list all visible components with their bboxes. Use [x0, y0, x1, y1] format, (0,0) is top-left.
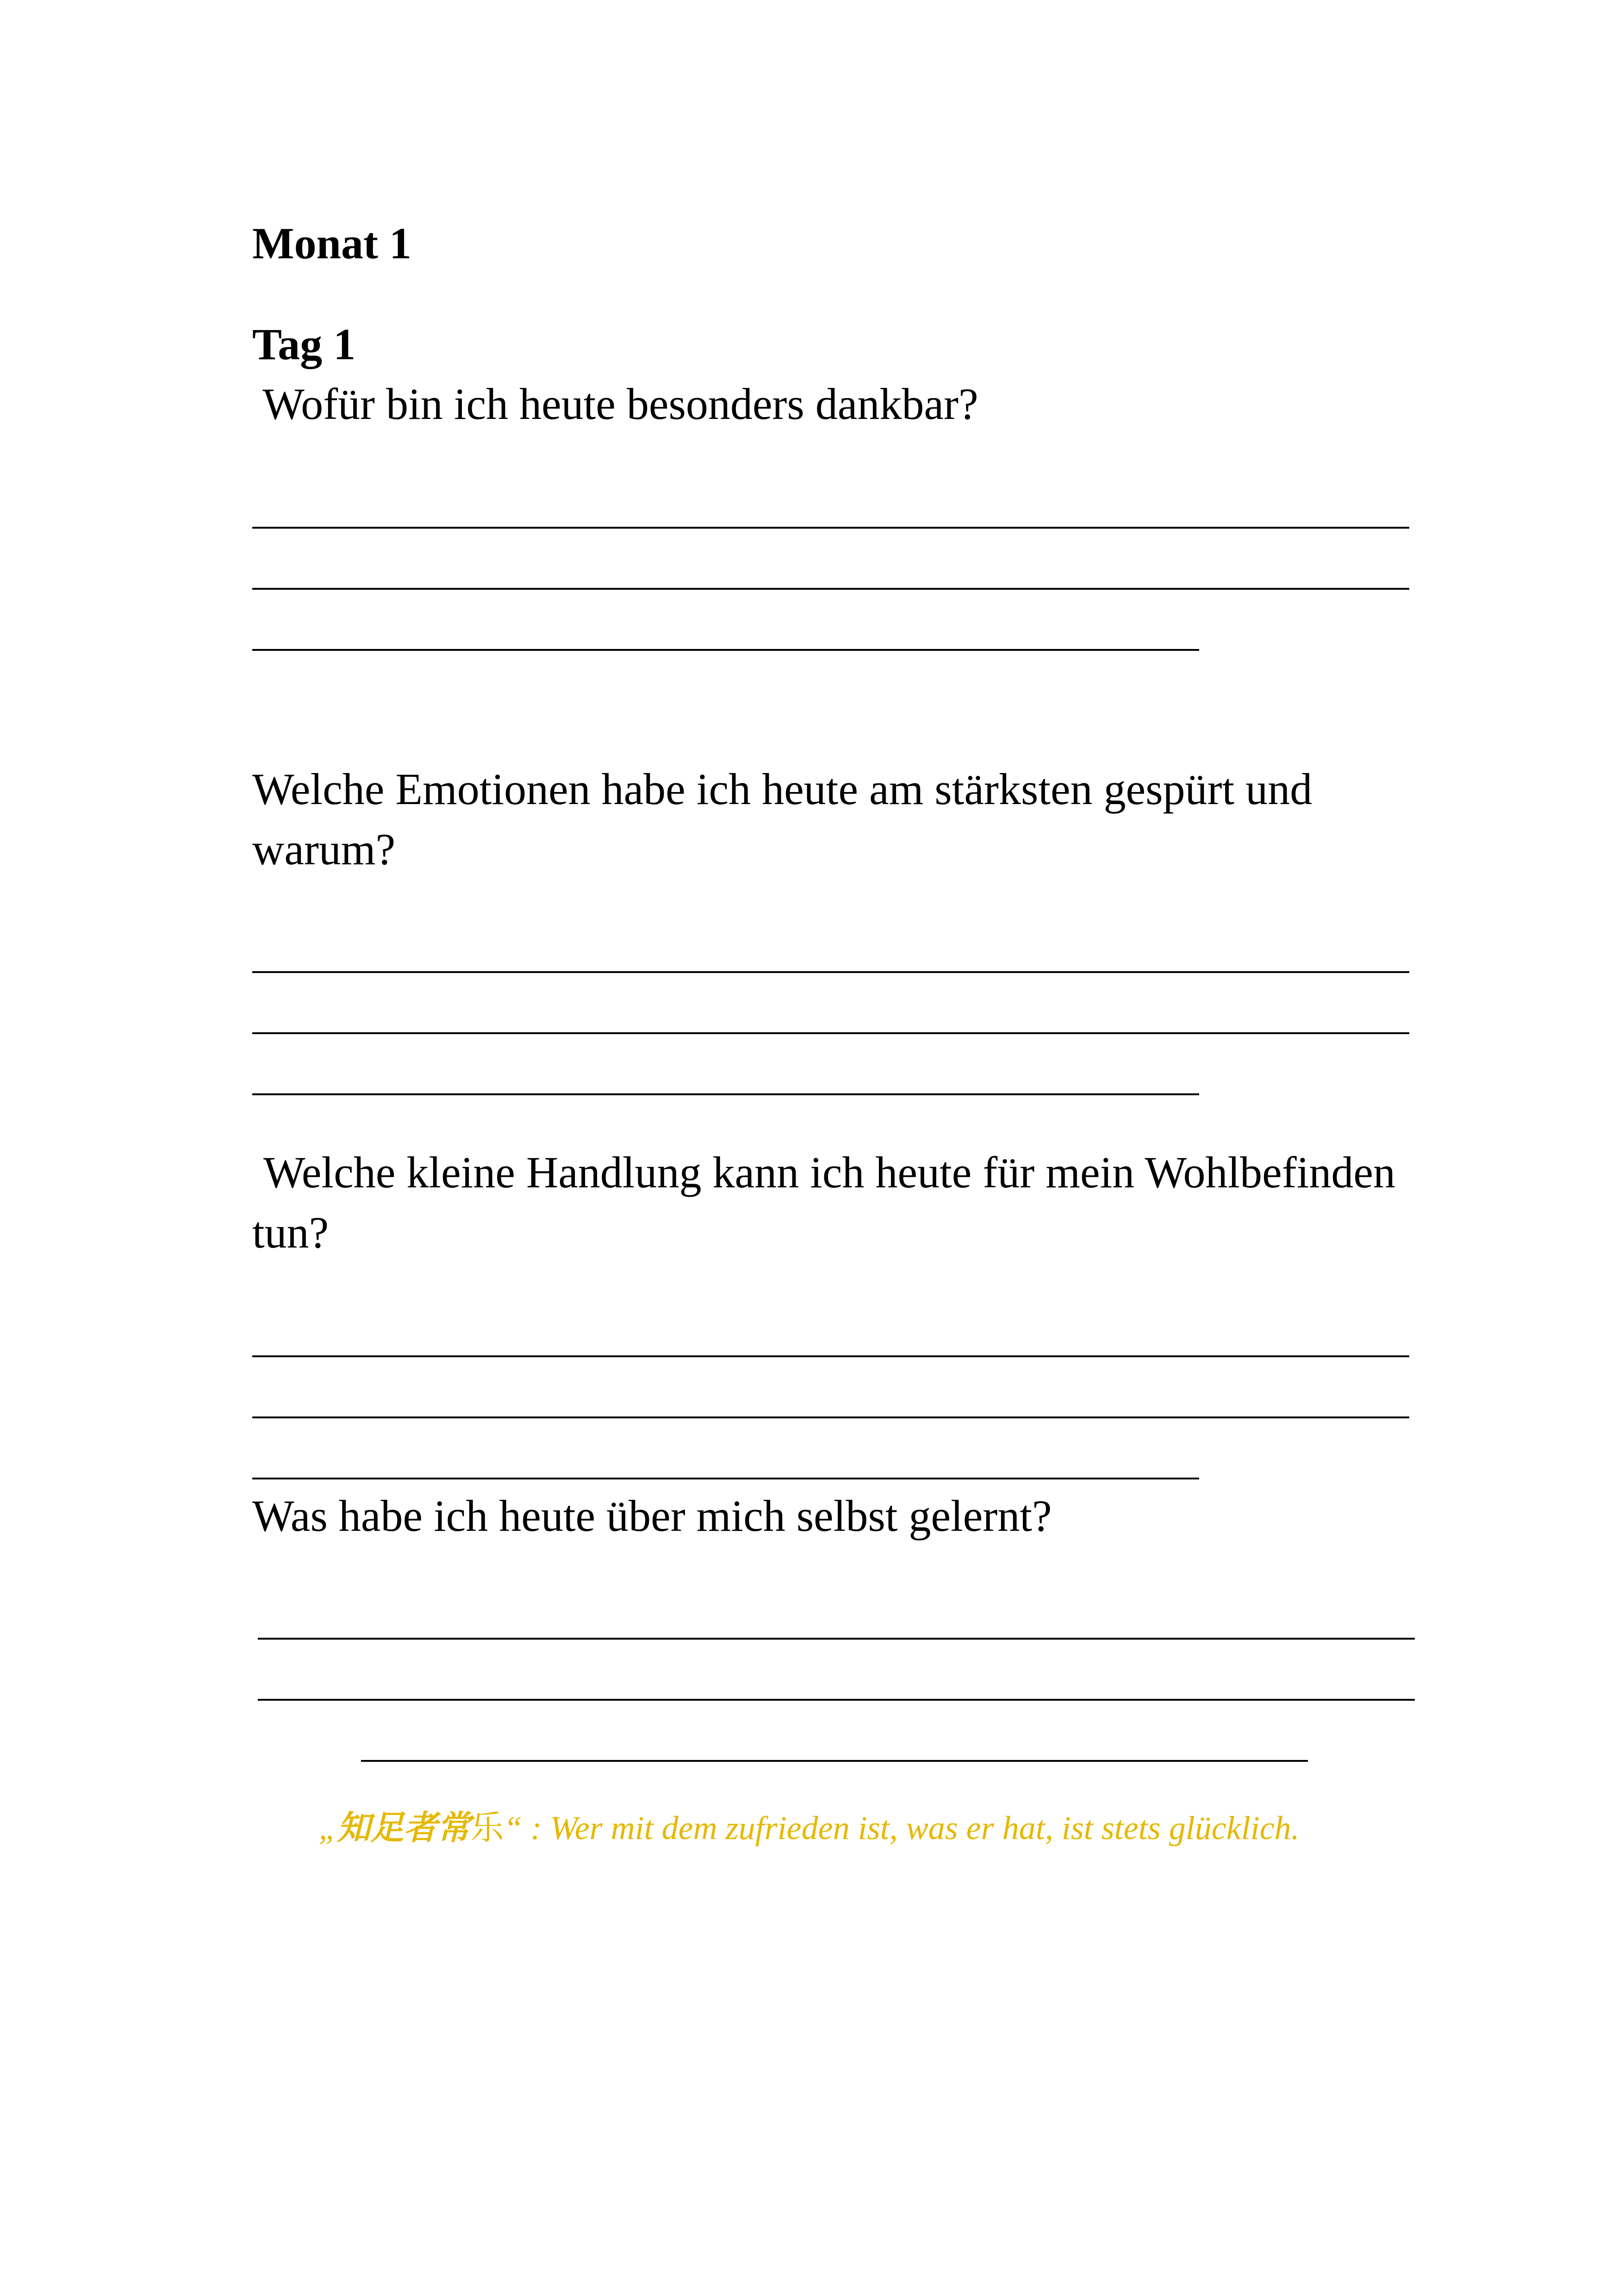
answer-line[interactable] [252, 971, 1409, 973]
quote-translation: “ : Wer mit dem zufrieden ist, was er hat, ist stets glücklich. [504, 1809, 1300, 1847]
answer-line[interactable] [252, 1032, 1409, 1034]
answer-line[interactable] [252, 1355, 1409, 1357]
question-emotions: Welche Emotionen habe ich heute am stärksten gespürt und warum? [252, 764, 1313, 874]
answer-line[interactable] [361, 1760, 1308, 1762]
answer-line[interactable] [252, 588, 1409, 590]
answer-line[interactable] [258, 1699, 1415, 1701]
quote-open-mark: „ [318, 1809, 337, 1847]
answer-line[interactable] [252, 1478, 1199, 1479]
quote-chinese-regular: 乐 [470, 1808, 504, 1847]
question-gratitude: Wofür bin ich heute besonders dankbar? [252, 379, 978, 429]
day-title: Tag 1 [252, 319, 356, 369]
answer-line[interactable] [252, 1416, 1409, 1418]
answer-line[interactable] [252, 649, 1199, 651]
answer-line[interactable] [252, 1093, 1199, 1095]
answer-line[interactable] [252, 527, 1409, 529]
question-self-learning: Was habe ich heute über mich selbst gelernt? [252, 1491, 1052, 1541]
month-title: Monat 1 [252, 218, 411, 268]
quote-chinese-bold: 知足者常 [337, 1808, 471, 1847]
answer-line[interactable] [258, 1638, 1415, 1640]
footer-quote [0, 1801, 1618, 1849]
question-wellbeing-action: Welche kleine Handlung kann ich heute für mein Wohlbefinden tun? [252, 1148, 1406, 1257]
